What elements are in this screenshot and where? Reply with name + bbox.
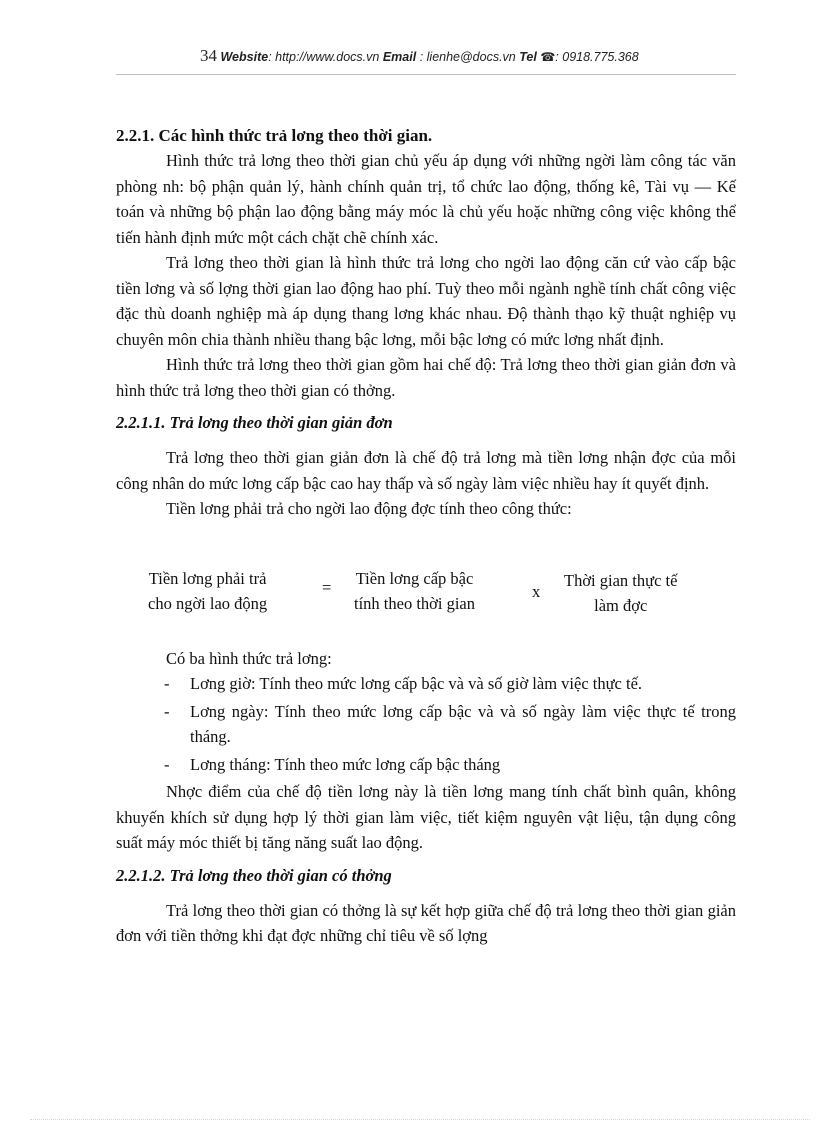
formula-left	[148, 566, 267, 616]
website-value[interactable]: : http://www.docs.vn	[268, 50, 380, 64]
email-label: Email	[382, 50, 417, 64]
section-paragraph-2: Trả lơng theo thời gian là hình thức trả lơng cho ngời lao động căn cứ vào cấp bậc tiền lơng và số lợng thời gian lao động hao phí. Tuỳ theo mỗi ngành nghề tính chất công việc đặc thù doanh nghiệp mà áp dụng thang lơng khác nhau. Độ thành thạo kỹ thuật nghiệp vụ chuyên môn chia thành nhiều thang bậc lơng, mỗi bậc lơng có mức lơng nhất định.	[116, 253, 736, 349]
formula-right-line2: làm đợc	[594, 595, 648, 615]
formula-right-line1: Thời gian thực tế	[564, 570, 678, 590]
subsection-1-paragraph-1: Trả lơng theo thời gian giản đơn là chế độ trả lơng mà tiền lơng nhận đợc của mỗi công nhân do mức lơng cấp bậc cao hay thấp và số ngày làm việc nhiều hay ít quyết định.	[116, 448, 736, 493]
list-item: - Lơng ngày: Tính theo mức lơng cấp bậc và và số ngày làm việc thực tế trong tháng.	[116, 699, 736, 750]
section-heading: 2.2.1. Các hình thức trả lơng theo thời gian.	[116, 126, 433, 145]
page-header	[200, 46, 760, 68]
salary-formula	[116, 566, 736, 636]
section-paragraph-3: Hình thức trả lơng theo thời gian gồm hai chế độ: Trả lơng theo thời gian giản đơn và hình thức trả lơng theo thời gian có thởng.	[116, 355, 736, 400]
bullet-dash: -	[164, 674, 170, 693]
formula-middle	[354, 566, 475, 616]
bullet-dash: -	[164, 754, 170, 774]
subsection-1-paragraph-3: Nhợc điểm của chế độ tiền lơng này là tiền lơng mang tính chất bình quân, không khuyến khích sử dụng hợp lý thời gian làm việc, tiết kiệm nguyên vật liệu, tận dụng công suất máy móc thiết bị tăng năng suất lao động.	[116, 782, 736, 852]
header-divider	[116, 74, 736, 75]
page-number: 34	[200, 46, 217, 65]
section-paragraph-1: Hình thức trả lơng theo thời gian chủ yếu áp dụng với những ngời làm công tác văn phòng nh: bộ phận quản lý, hành chính quản trị, tổ chức lao động, thống kê, Tài vụ — Kế toán và những bộ phận lao động bằng máy móc là chủ yếu hoặc những công việc không thể tiến hành định mức một cách chặt chẽ chính xác.	[116, 151, 736, 247]
formula-left-line2: cho ngời lao động	[148, 593, 268, 613]
formula-times: x	[532, 581, 541, 601]
email-value[interactable]: : lienhe@docs.vn	[419, 50, 516, 64]
formula-mid-line2: tính theo thời gian	[354, 593, 476, 613]
phone-icon: ☎	[540, 50, 556, 64]
list-item: - Lơng giờ: Tính theo mức lơng cấp bậc và và số giờ làm việc thực tế.	[116, 671, 736, 697]
website-label: Website	[220, 50, 269, 64]
bullet-dash: -	[164, 701, 170, 721]
list-intro: Có ba hình thức trả lơng:	[166, 648, 332, 668]
formula-left-line1: Tiền lơng phải trả	[148, 568, 267, 588]
tel-value: : 0918.775.368	[555, 50, 639, 64]
formula-mid-line1: Tiền lơng cấp bậc	[355, 568, 474, 588]
document-body	[116, 124, 736, 949]
subsection-2-heading: 2.2.1.2. Trả lơng theo thời gian có thởng	[116, 865, 392, 885]
subsection-2-paragraph-1: Trả lơng theo thời gian có thởng là sự kết hợp giữa chế độ trả lơng theo thời gian giản đơn với tiền thởng khi đạt đợc những chỉ tiêu về số lợng	[116, 900, 736, 945]
subsection-1-paragraph-2: Tiền lơng phải trả cho ngời lao động đợc tính theo công thức:	[166, 499, 572, 518]
formula-equals: =	[322, 577, 332, 597]
subsection-1-heading: 2.2.1.1. Trả lơng theo thời gian giản đơn	[116, 413, 393, 432]
wage-type-list	[116, 671, 736, 777]
tel-label: Tel	[519, 50, 537, 64]
list-item: - Lơng tháng: Tính theo mức lơng cấp bậc tháng	[116, 752, 736, 778]
formula-right	[564, 568, 677, 618]
page-bottom-border	[30, 1119, 810, 1120]
